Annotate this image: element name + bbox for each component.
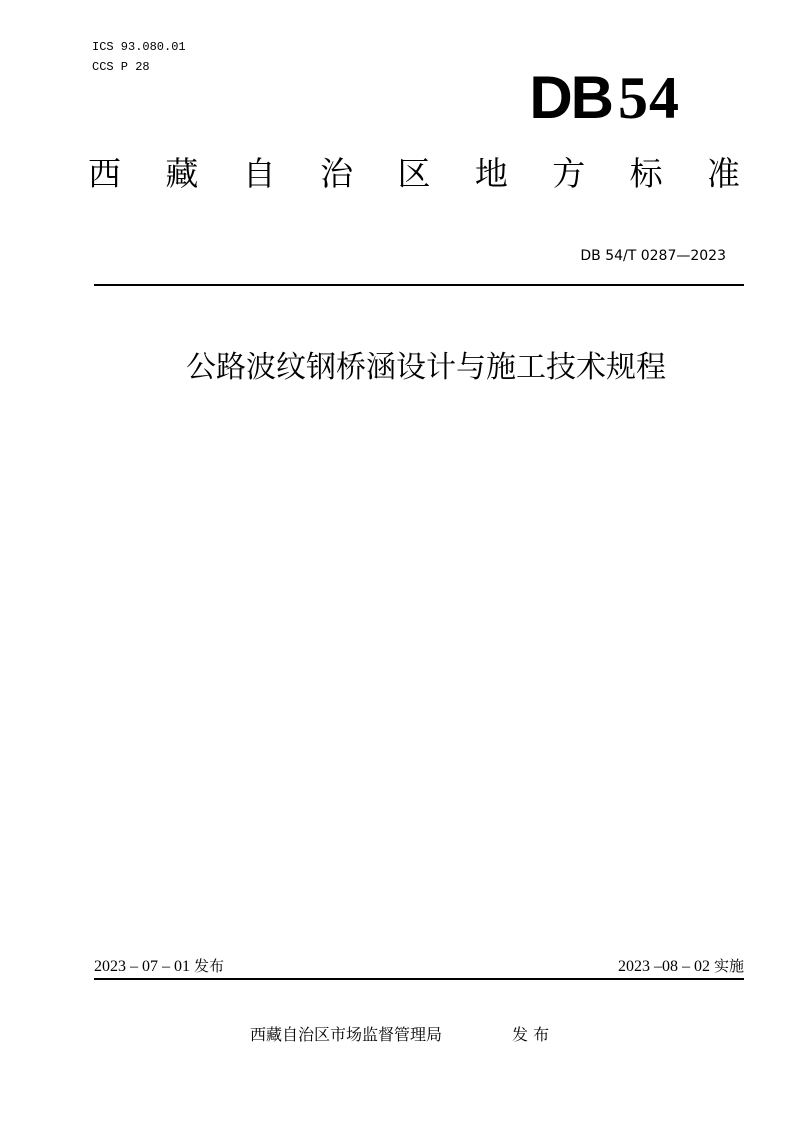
standard-type-heading [88,150,740,198]
db-logo-number: 54 [618,65,680,131]
document-title: 公路波纹钢桥涵设计与施工技术规程 [186,350,666,385]
standard-type-char: 地 [474,154,508,193]
issuing-authority: 西藏自治区市场监督管理局 [250,1025,443,1044]
issue-label: 发布 [194,957,225,975]
db-logo [529,66,680,130]
bottom-divider [94,978,744,980]
standard-type-char: 藏 [165,154,199,193]
standard-number: DB 54/T 0287—2023 [580,248,726,264]
implementation-date: 2023 –08 – 02 [617,958,710,975]
standard-type-char: 准 [707,154,740,193]
top-divider [94,284,744,286]
standard-type-char: 区 [397,154,431,193]
implementation-date-line [618,955,744,978]
implementation-label: 实施 [713,957,744,975]
ccs-code: CCS P 28 [92,60,150,74]
standard-type-char: 西 [88,154,121,193]
issued-label: 发 布 [512,1025,550,1044]
db-logo-letters: DB [529,64,612,131]
standard-type-char: 方 [552,154,586,193]
standard-type-char: 治 [320,154,354,193]
issue-date-line [94,955,224,978]
ics-code: ICS 93.080.01 [92,40,186,54]
issue-date: 2023 – 07 – 01 [94,958,190,975]
standard-type-char: 自 [242,154,276,193]
standard-type-char: 标 [629,154,663,193]
